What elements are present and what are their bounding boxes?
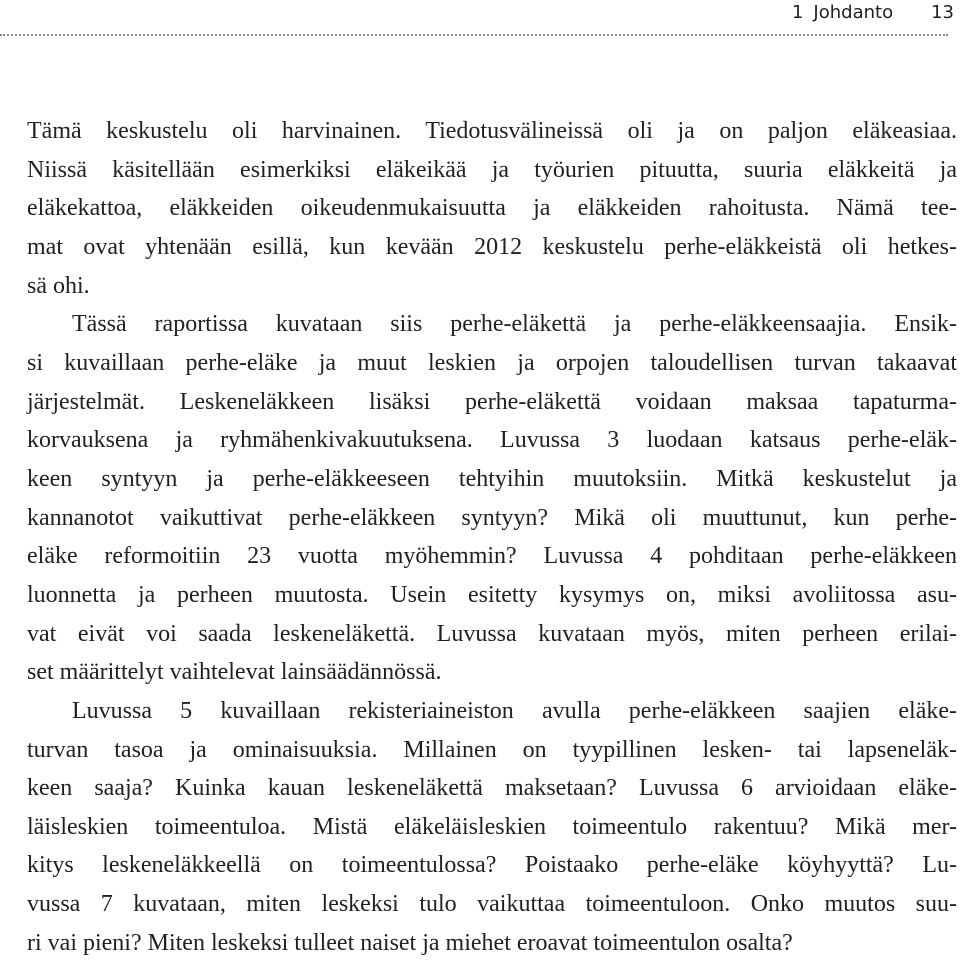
text-line: järjestelmät. Leskeneläkkeen lisäksi perhe-eläkettä voidaan maksaa tapaturma- [27, 388, 957, 415]
text-line: läisleskien toimeentuloa. Mistä eläkeläisleskien toimeentulo rakentuu? Mikä mer- [27, 813, 957, 840]
header-rule [0, 34, 948, 36]
text-line: korvauksena ja ryhmähenkivakuutuksena. Luvussa 3 luodaan katsaus perhe-eläk- [27, 427, 957, 454]
text-line: luonnetta ja perheen muutosta. Usein esitetty kysymys on, miksi avoliitossa asu- [27, 581, 957, 608]
chapter-number: 1 [791, 2, 804, 23]
text-line: Luvussa 5 kuvaillaan rekisteriaineiston avulla perhe-eläkkeen saajien eläke- [72, 697, 957, 724]
page-number: 13 [931, 2, 954, 23]
page-body [27, 112, 957, 962]
text-line: sä ohi. [27, 272, 90, 299]
paragraph-2 [27, 305, 957, 692]
text-line: keen syntyyn ja perhe-eläkkeeseen tehtyihin muutoksiin. Mitkä keskustelut ja [27, 465, 957, 492]
text-line: set määrittelyt vaihtelevat lainsäädännössä. [27, 659, 442, 686]
text-line: kannanotot vaikuttivat perhe-eläkkeen syntyyn? Mikä oli muuttunut, kun perhe- [27, 504, 957, 531]
paragraph-3 [27, 692, 957, 963]
text-line: eläkekattoa, eläkkeiden oikeudenmukaisuutta ja eläkkeiden rahoitusta. Nämä tee- [27, 195, 957, 222]
text-line: keen saaja? Kuinka kauan leskeneläkettä maksetaan? Luvussa 6 arvioidaan eläke- [27, 775, 957, 802]
text-line: ri vai pieni? Miten leskeksi tulleet naiset ja miehet eroavat toimeentulon osalta? [27, 929, 793, 956]
text-line: mat ovat yhtenään esillä, kun kevään 2012 keskustelu perhe-eläkkeistä oli hetkes- [27, 233, 957, 260]
text-line: eläke reformoitiin 23 vuotta myöhemmin? Luvussa 4 pohditaan perhe-eläkkeen [27, 543, 957, 570]
paragraph-1 [27, 112, 957, 305]
text-line: Tässä raportissa kuvataan siis perhe-eläkettä ja perhe-eläkkeensaajia. Ensik- [72, 311, 957, 338]
text-line: vat eivät voi saada leskeneläkettä. Luvussa kuvataan myös, miten perheen erilai- [27, 620, 957, 647]
text-line: si kuvaillaan perhe-eläke ja muut leskien ja orpojen taloudellisen turvan takaavat [27, 349, 957, 376]
chapter-title: Johdanto [813, 2, 894, 23]
text-line: kitys leskeneläkkeellä on toimeentulossa? Poistaako perhe-eläke köyhyyttä? Lu- [27, 852, 957, 879]
text-line: Niissä käsitellään esimerkiksi eläkeikää ja työurien pituutta, suuria eläkkeitä ja [27, 156, 957, 183]
text-line: turvan tasoa ja ominaisuuksia. Millainen on tyypillinen lesken- tai lapseneläk- [27, 736, 957, 763]
text-line: vussa 7 kuvataan, miten leskeksi tulo vaikuttaa toimeentuloon. Onko muutos suu- [27, 891, 957, 918]
running-header [792, 2, 954, 28]
text-line: Tämä keskustelu oli harvinainen. Tiedotusvälineissä oli ja on paljon eläkeasiaa. [27, 118, 957, 144]
